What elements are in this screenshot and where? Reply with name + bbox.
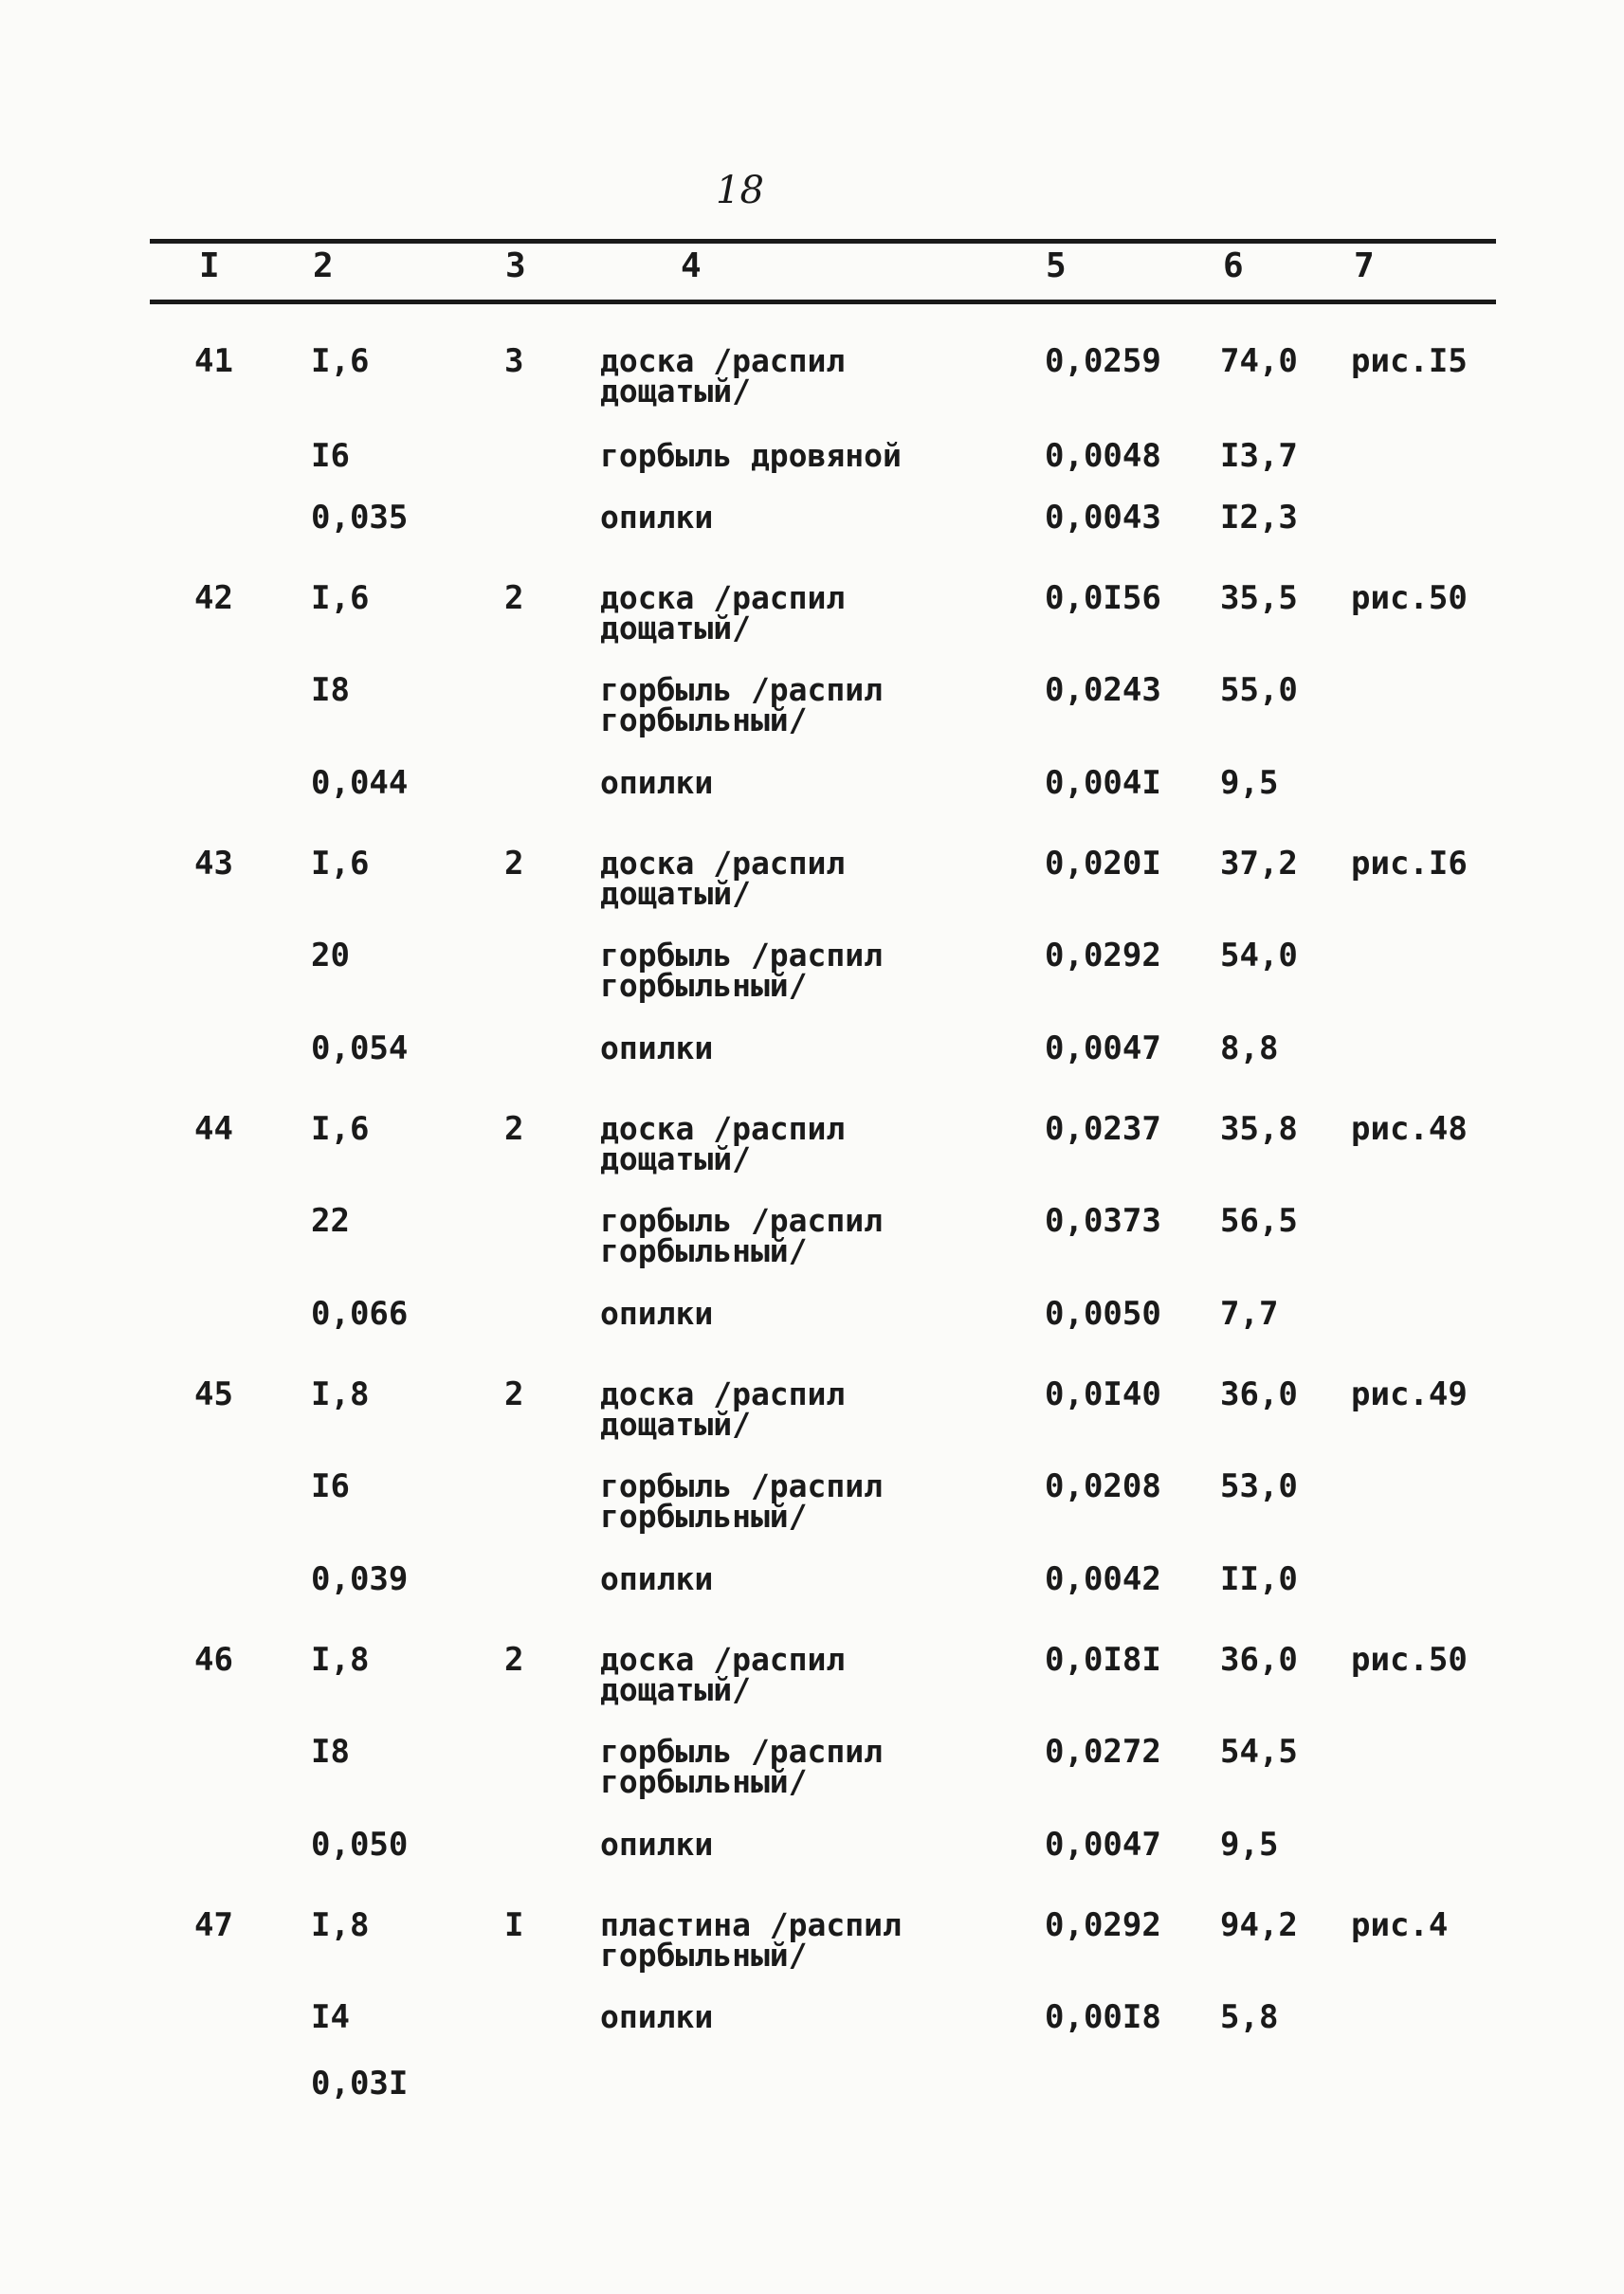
cell-col-3: 3 <box>504 342 524 380</box>
cell-col-4: опилки <box>600 1826 714 1863</box>
cell-col-5: 0,020I <box>1045 845 1161 883</box>
cell-col-4: опилки <box>600 1560 714 1597</box>
cell-col-6: 56,5 <box>1220 1202 1298 1240</box>
cell-col-5: 0,0I56 <box>1045 579 1161 617</box>
cell-col-6: 35,5 <box>1220 579 1298 617</box>
cell-col-5: 0,0259 <box>1045 342 1161 380</box>
cell-col-4: доска /распил дощатый/ <box>600 579 846 646</box>
table-header-row <box>0 246 1624 294</box>
cell-col-2: 22 <box>311 1202 350 1240</box>
cell-col-7: рис.49 <box>1351 1375 1468 1413</box>
cell-col-5: 0,0237 <box>1045 1110 1161 1148</box>
cell-col-6: 36,0 <box>1220 1375 1298 1413</box>
header-col-1: I <box>199 246 220 285</box>
table-header-rule <box>150 300 1496 304</box>
cell-col-2: 0,044 <box>311 764 409 802</box>
cell-col-6: II,0 <box>1220 1560 1298 1598</box>
page-number: 18 <box>716 169 764 212</box>
cell-col-2: 0,054 <box>311 1029 409 1067</box>
cell-col-2: I,6 <box>311 845 370 883</box>
cell-col-3: 2 <box>504 1110 524 1148</box>
cell-col-2: I,8 <box>311 1375 370 1413</box>
cell-col-1: 44 <box>194 1110 233 1148</box>
table-top-rule <box>150 239 1496 244</box>
header-col-6: 6 <box>1223 246 1244 285</box>
cell-col-5: 0,004I <box>1045 764 1161 802</box>
cell-col-6: 35,8 <box>1220 1110 1298 1148</box>
cell-col-5: 0,0243 <box>1045 671 1161 709</box>
cell-col-1: 41 <box>194 342 233 380</box>
cell-col-4: опилки <box>600 1998 714 2035</box>
cell-col-3: 2 <box>504 579 524 617</box>
cell-col-2: I,6 <box>311 342 370 380</box>
cell-col-1: 42 <box>194 579 233 617</box>
header-col-4: 4 <box>681 246 702 285</box>
cell-col-1: 47 <box>194 1906 233 1944</box>
cell-col-5: 0,0272 <box>1045 1733 1161 1771</box>
cell-col-4: доска /распил дощатый/ <box>600 1375 846 1443</box>
cell-col-4: горбыль /распил горбыльный/ <box>600 671 884 738</box>
cell-col-6: 37,2 <box>1220 845 1298 883</box>
cell-col-5: 0,0048 <box>1045 437 1161 475</box>
cell-col-6: 9,5 <box>1220 764 1279 802</box>
cell-col-2: I,6 <box>311 1110 370 1148</box>
cell-col-4: доска /распил дощатый/ <box>600 1110 846 1177</box>
cell-col-4: горбыль /распил горбыльный/ <box>600 1733 884 1800</box>
cell-col-4: доска /распил дощатый/ <box>600 1641 846 1708</box>
cell-col-7: рис.50 <box>1351 579 1468 617</box>
cell-col-3: 2 <box>504 1375 524 1413</box>
cell-col-5: 0,0208 <box>1045 1467 1161 1505</box>
cell-col-4: горбыль /распил горбыльный/ <box>600 937 884 1004</box>
cell-col-5: 0,0047 <box>1045 1826 1161 1864</box>
header-col-3: 3 <box>505 246 526 285</box>
cell-col-6: 94,2 <box>1220 1906 1298 1944</box>
cell-col-2: I,8 <box>311 1906 370 1944</box>
cell-col-6: 54,5 <box>1220 1733 1298 1771</box>
cell-col-2: I6 <box>311 437 350 475</box>
cell-col-2: I,8 <box>311 1641 370 1679</box>
header-col-5: 5 <box>1046 246 1067 285</box>
cell-col-2: I6 <box>311 1467 350 1505</box>
cell-col-1: 46 <box>194 1641 233 1679</box>
cell-col-5: 0,0I8I <box>1045 1641 1161 1679</box>
cell-col-3: 2 <box>504 845 524 883</box>
cell-col-6: 8,8 <box>1220 1029 1279 1067</box>
cell-col-5: 0,0I40 <box>1045 1375 1161 1413</box>
cell-col-5: 0,0043 <box>1045 499 1161 537</box>
cell-col-4: доска /распил дощатый/ <box>600 342 846 410</box>
cell-col-2: I8 <box>311 1733 350 1771</box>
cell-col-6: 7,7 <box>1220 1295 1279 1333</box>
cell-col-4: доска /распил дощатый/ <box>600 845 846 912</box>
cell-col-6: 5,8 <box>1220 1998 1279 2036</box>
cell-col-7: рис.I6 <box>1351 845 1468 883</box>
cell-col-2: 0,03I <box>311 2065 409 2103</box>
cell-col-6: I3,7 <box>1220 437 1298 475</box>
cell-col-4: опилки <box>600 1029 714 1066</box>
cell-col-3: 2 <box>504 1641 524 1679</box>
cell-col-5: 0,0373 <box>1045 1202 1161 1240</box>
cell-col-5: 0,00I8 <box>1045 1998 1161 2036</box>
cell-col-6: 53,0 <box>1220 1467 1298 1505</box>
cell-col-6: 74,0 <box>1220 342 1298 380</box>
cell-col-7: рис.I5 <box>1351 342 1468 380</box>
cell-col-2: 20 <box>311 937 350 974</box>
cell-col-6: 9,5 <box>1220 1826 1279 1864</box>
cell-col-5: 0,0047 <box>1045 1029 1161 1067</box>
cell-col-4: опилки <box>600 499 714 536</box>
cell-col-5: 0,0042 <box>1045 1560 1161 1598</box>
cell-col-6: 55,0 <box>1220 671 1298 709</box>
cell-col-1: 43 <box>194 845 233 883</box>
cell-col-2: I4 <box>311 1998 350 2036</box>
cell-col-7: рис.48 <box>1351 1110 1468 1148</box>
cell-col-2: 0,035 <box>311 499 409 537</box>
cell-col-4: горбыль дровяной <box>600 437 902 474</box>
cell-col-2: 0,039 <box>311 1560 409 1598</box>
header-col-7: 7 <box>1354 246 1375 285</box>
cell-col-5: 0,0050 <box>1045 1295 1161 1333</box>
cell-col-7: рис.4 <box>1351 1906 1449 1944</box>
cell-col-2: 0,066 <box>311 1295 409 1333</box>
cell-col-3: I <box>504 1906 524 1944</box>
cell-col-4: горбыль /распил горбыльный/ <box>600 1467 884 1535</box>
cell-col-2: I,6 <box>311 579 370 617</box>
cell-col-5: 0,0292 <box>1045 1906 1161 1944</box>
cell-col-5: 0,0292 <box>1045 937 1161 974</box>
cell-col-4: опилки <box>600 1295 714 1332</box>
cell-col-4: опилки <box>600 764 714 801</box>
cell-col-2: I8 <box>311 671 350 709</box>
cell-col-2: 0,050 <box>311 1826 409 1864</box>
cell-col-7: рис.50 <box>1351 1641 1468 1679</box>
cell-col-1: 45 <box>194 1375 233 1413</box>
cell-col-4: пластина /распил горбыльный/ <box>600 1906 902 1974</box>
cell-col-6: 54,0 <box>1220 937 1298 974</box>
header-col-2: 2 <box>313 246 334 285</box>
cell-col-6: I2,3 <box>1220 499 1298 537</box>
cell-col-4: горбыль /распил горбыльный/ <box>600 1202 884 1269</box>
cell-col-6: 36,0 <box>1220 1641 1298 1679</box>
